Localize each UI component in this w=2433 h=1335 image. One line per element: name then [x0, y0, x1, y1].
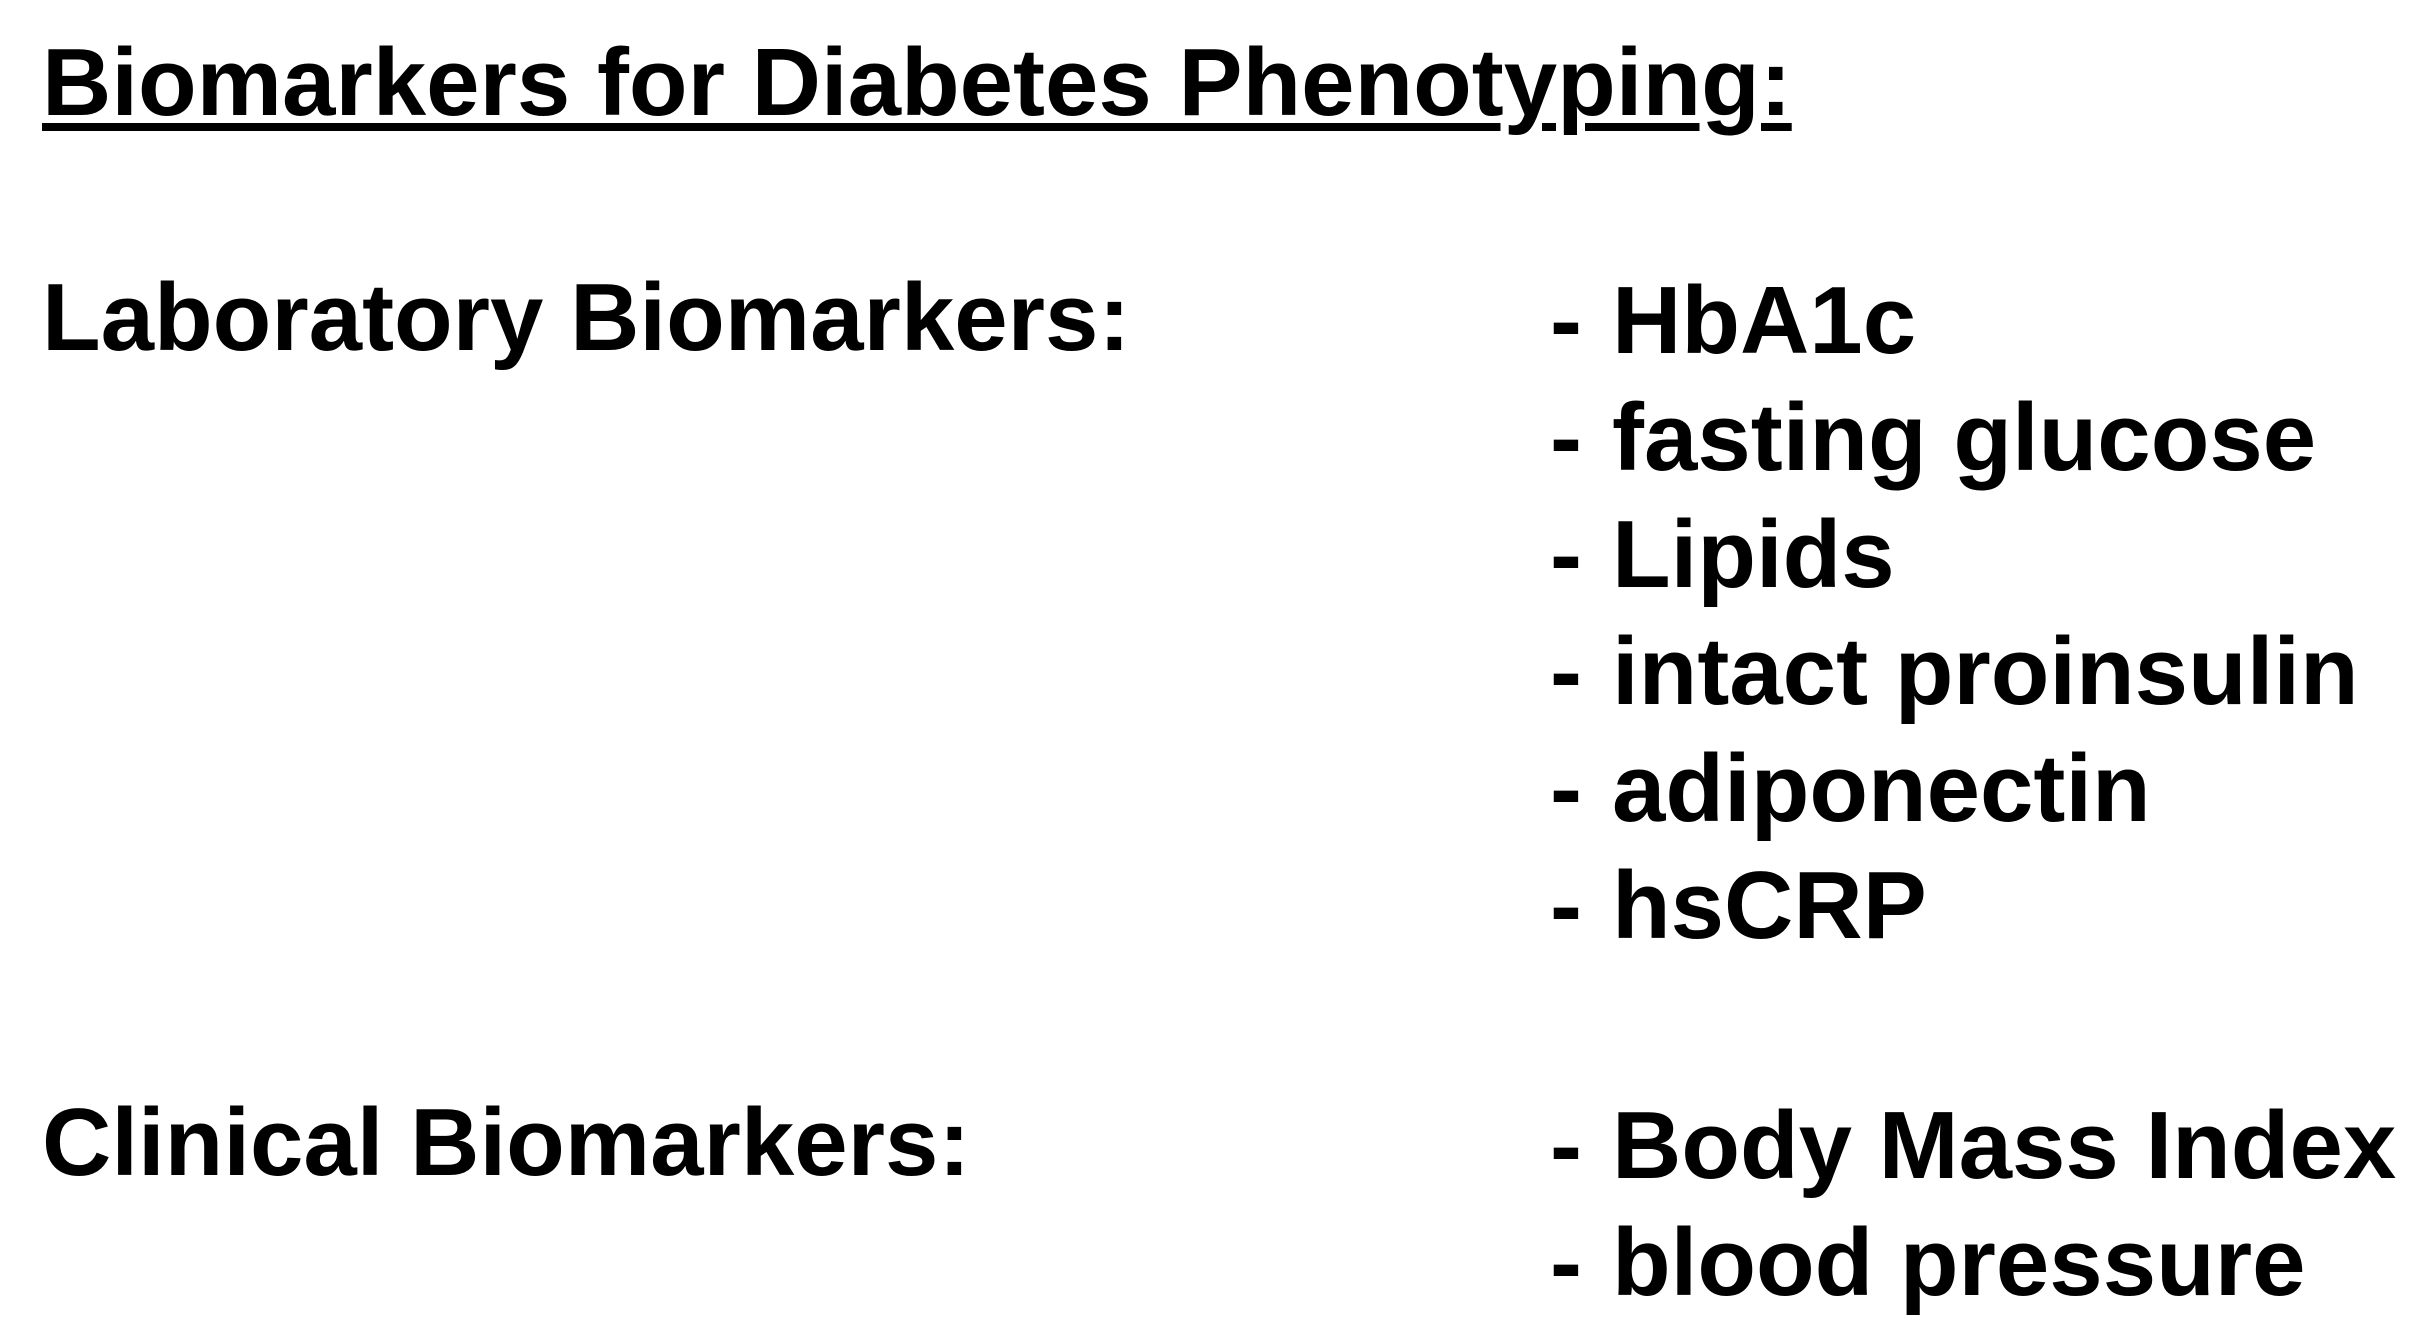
slide-title: Biomarkers for Diabetes Phenotyping:	[42, 29, 1792, 136]
list-item-label: adiponectin	[1612, 735, 2151, 842]
list-item-label: HbA1c	[1612, 267, 1917, 374]
clinical-biomarkers-heading: Clinical Biomarkers:	[42, 1089, 971, 1196]
list-item-label: hsCRP	[1612, 852, 1927, 959]
bullet-dash: -	[1550, 501, 1582, 608]
clinical-biomarkers-list	[1550, 1087, 2396, 1321]
bullet-dash: -	[1550, 267, 1582, 374]
list-item	[1550, 1087, 2396, 1204]
laboratory-biomarkers-list	[1550, 262, 2359, 964]
list-item	[1550, 1204, 2396, 1321]
list-item	[1550, 847, 2359, 964]
list-item	[1550, 496, 2359, 613]
list-item-label: intact proinsulin	[1612, 618, 2359, 725]
bullet-dash: -	[1550, 1209, 1582, 1316]
list-item-label: blood pressure	[1612, 1209, 2306, 1316]
laboratory-biomarkers-heading: Laboratory Biomarkers:	[42, 264, 1131, 371]
bullet-dash: -	[1550, 1092, 1582, 1199]
list-item-label: Lipids	[1612, 501, 1895, 608]
list-item	[1550, 379, 2359, 496]
list-item-label: fasting glucose	[1612, 384, 2317, 491]
bullet-dash: -	[1550, 384, 1582, 491]
list-item	[1550, 730, 2359, 847]
bullet-dash: -	[1550, 735, 1582, 842]
bullet-dash: -	[1550, 852, 1582, 959]
list-item	[1550, 613, 2359, 730]
list-item-label: Body Mass Index	[1612, 1092, 2397, 1199]
bullet-dash: -	[1550, 618, 1582, 725]
list-item	[1550, 262, 2359, 379]
